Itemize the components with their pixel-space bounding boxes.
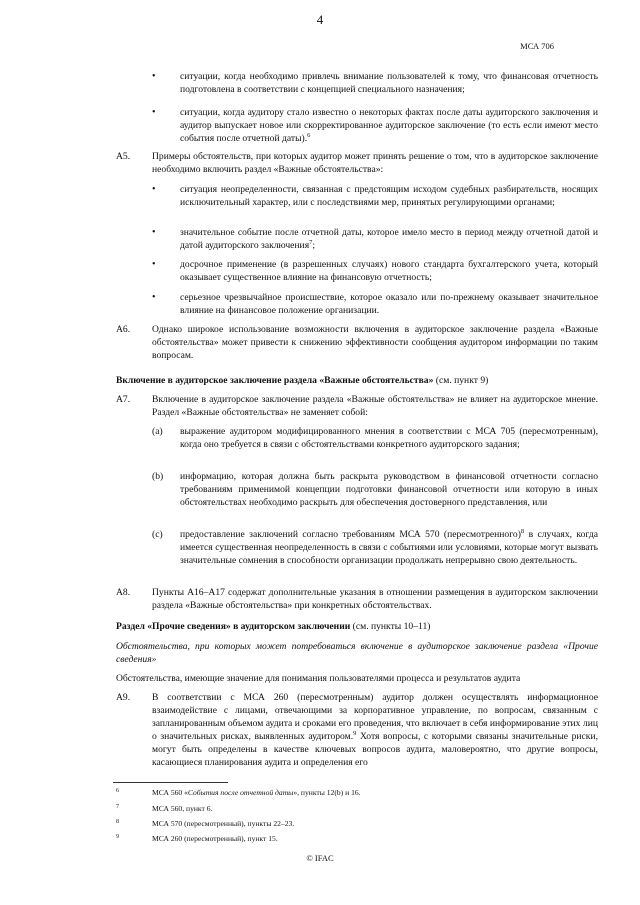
section-heading: Раздел «Прочие сведения» в аудиторском заключении (см. пункты 10–11) (116, 621, 431, 632)
footnote-text: МСА 260 (пересмотренный), пункт 15. (152, 834, 278, 843)
para-label: A7. (116, 394, 131, 405)
footnote-number: 6 (116, 788, 119, 794)
list-item-text: информацию, которая должна быть раскрыта руководством в финансовой отчетности согласно требованиям применимой концепции подготовки финансовой отчетности или которую в иных обстоятельствах необходимо раскрыть для обеспечения достоверного представления, или (180, 471, 598, 508)
para-a9-text: В соответствии с МСА 260 (пересмотренным) аудитор должен осуществлять информационное взаимодействие с лицами, отвечающими за корпоративное управление, по вопросам, связанным с запланированным объемом аудита и сроками его проведения, что включает в себя информирование этих лиц о значительных рисках, выявленных аудитором.$^9$ Хотя вопросы, с которыми связаны значительные риски, могут быть определены в качестве ключевых вопросов аудита, маловероятно, что другие вопросы, касающиеся планирования аудита и определения его (152, 692, 598, 768)
para-a7-text: Включение в аудиторское заключение раздела «Важные обстоятельства» не влияет на аудиторское мнение. Раздел «Важные обстоятельства» не заменяет собой: (152, 394, 598, 418)
para-label: A6. (116, 324, 131, 335)
footnote-number: 9 (116, 834, 119, 840)
bullet-text: ситуации, когда аудитору стало известно о некоторых фактах после даты аудиторского заключения и аудитор выпускает новое или скорректированное аудиторское заключение (то есть если имеют место события после отчетной даты).$^6$ (180, 107, 598, 144)
bullet-text: ситуации, когда необходимо привлечь внимание пользователей к тому, что финансовая отчетность подготовлена в соответствии с концепцией специального назначения; (180, 71, 598, 95)
page-number: 4 (316, 12, 324, 27)
bullet-icon: • (152, 227, 156, 238)
para-a5-text: Примеры обстоятельств, при которых аудитор может принять решение о том, что в аудиторское заключение необходимо включить раздел «Важные обстоятельства»: (152, 151, 598, 175)
list-marker: (c) (152, 529, 163, 540)
bullet-text: досрочное применение (в разрешенных случаях) нового стандарта бухгалтерского учета, который оказывает существенное влияние на финансовую отчетность; (180, 259, 598, 283)
footnote-separator (113, 782, 228, 783)
footnote-number: 8 (116, 819, 119, 825)
bullet-icon: • (152, 184, 156, 195)
footnote-ref: 7 (309, 238, 313, 246)
bullet-icon: • (152, 71, 156, 82)
document-code: МСА 706 (520, 41, 554, 51)
bullet-icon: • (152, 292, 156, 303)
footnote-text: МСА 570 (пересмотренный), пункты 22–23. (152, 819, 295, 828)
page-footer: © IFAC (306, 853, 334, 863)
footnote-ref: 8 (520, 527, 525, 535)
bullet-icon: • (152, 107, 156, 118)
para-label: A9. (116, 692, 131, 703)
footnote-number: 7 (116, 804, 119, 810)
bullet-text: серьезное чрезвычайное происшествие, которое оказало или по-прежнему оказывает значительное влияние на финансовое положение организации. (180, 292, 598, 316)
list-marker: (a) (152, 426, 163, 437)
plain-subheading: Обстоятельства, имеющие значение для понимания пользователями процесса и результатов аудита (116, 673, 521, 684)
list-item-text: выражение аудитором модифицированного мнения в соответствии с МСА 705 (пересмотренным), когда оно требуется в связи с обстоятельствами конкретного аудиторского задания; (180, 426, 598, 450)
bullet-icon: • (152, 259, 156, 270)
section-heading: Включение в аудиторское заключение раздела «Важные обстоятельства» (см. пункт 9) (116, 375, 489, 386)
bullet-text: значительное событие после отчетной даты, которое имело место в период между отчетной датой и датой аудиторского заключения$^7$; (180, 227, 598, 251)
italic-subheading: Обстоятельства, при которых может потребоваться включение в аудиторское заключение раздела «Прочие сведения» (116, 641, 598, 665)
para-label: A8. (116, 587, 131, 598)
list-item-text: предоставление заключений согласно требованиям МСА 570 (пересмотренного)$^8$ в случаях, когда имеется существенная неопределенность в связи с событиями или условиями, которые могут вызвать значительные сомнения в способности организации продолжать непрерывно свою деятельность. (180, 527, 598, 566)
footnote-text: МСА 560, пункт 6. (152, 804, 213, 813)
footnote-text: МСА 560 «События после отчетной даты», пункты 12(b) и 16. (152, 788, 361, 797)
para-a8-text: Пункты A16–A17 содержат дополнительные указания в отношении размещения в аудиторском заключении раздела «Важные обстоятельства» при конкретных обстоятельствах. (152, 587, 598, 611)
footnote-ref: 6 (307, 131, 311, 139)
footnote-ref: 9 (353, 729, 357, 737)
para-label: A5. (116, 151, 131, 162)
para-a6-text: Однако широкое использование возможности включения в аудиторское заключение раздела «Важные обстоятельства» может привести к снижению эффективности сообщения аудитором информации по таким вопросам. (152, 324, 598, 361)
bullet-text: ситуация неопределенности, связанная с предстоящим исходом судебных разбирательств, носящих исключительный характер, или с последствиями мер, принятых регулирующими органами; (180, 184, 598, 208)
list-marker: (b) (152, 471, 164, 482)
